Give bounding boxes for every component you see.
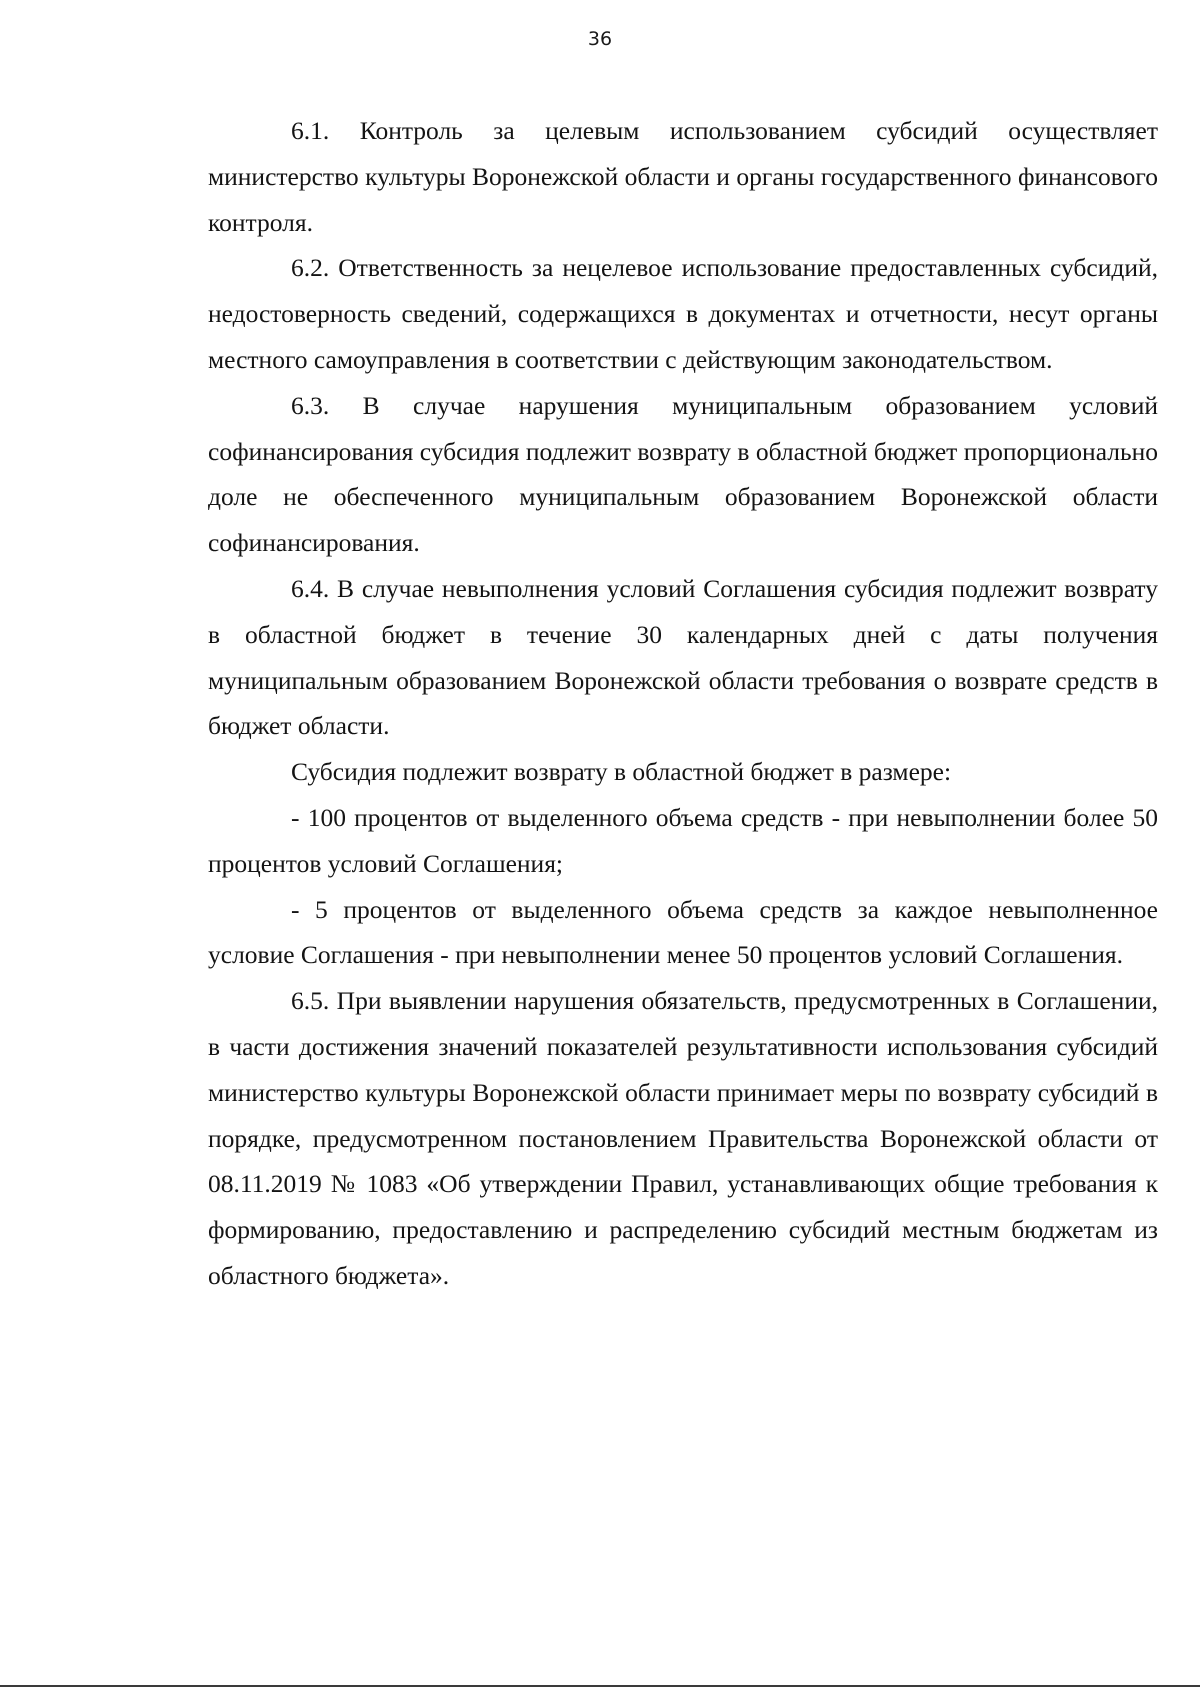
paragraph-6-2: 6.2. Ответственность за нецелевое использование предоставленных субсидий, недостоверность сведений, содержащихся в документах и отчетности, несут органы местного самоуправления в соответствии с действующим законодательством.: [208, 253, 1158, 374]
paragraph-6-5: 6.5. При выявлении нарушения обязательств, предусмотренных в Соглашении, в части достижения значений показателей результативности использования субсидий министерство культуры Воронежской области принимает меры по возврату субсидий в порядке, предусмотренном постановлением Правительства Воронежской области от 08.11.2019 № 1083 «Об утверждении Правил, устанавливающих общие требования к формированию, предоставлению и распределению субсидий местным бюджетам из областного бюджета».: [208, 986, 1158, 1290]
paragraph-6-1: 6.1. Контроль за целевым использованием субсидий осуществляет министерство культуры Воронежской области и органы государственного финансового контроля.: [208, 116, 1158, 237]
list-item-refund-5: - 5 процентов от выделенного объема средств за каждое невыполненное условие Соглашения - при невыполнении менее 50 процентов условий Соглашения.: [208, 894, 1158, 970]
list-item-refund-100: - 100 процентов от выделенного объема средств - при невыполнении более 50 процентов условий Соглашения;: [208, 802, 1158, 878]
paragraph-6-3: 6.3. В случае нарушения муниципальным образованием условий софинансирования субсидия подлежит возврату в областной бюджет пропорционально доле не обеспеченного муниципальным образованием Воронежской области софинансирования.: [208, 390, 1158, 558]
paragraph-6-4: 6.4. В случае невыполнения условий Соглашения субсидия подлежит возврату в областной бюджет в течение 30 календарных дней с даты получения муниципальным образованием Воронежской области требования о возврате средств в бюджет области.: [208, 573, 1158, 741]
scan-bottom-edge: [0, 1685, 1200, 1687]
document-body: [208, 108, 1158, 1299]
page-number: 36: [587, 28, 613, 50]
paragraph-refund-intro: Субсидия подлежит возврату в областной бюджет в размере:: [291, 757, 952, 787]
